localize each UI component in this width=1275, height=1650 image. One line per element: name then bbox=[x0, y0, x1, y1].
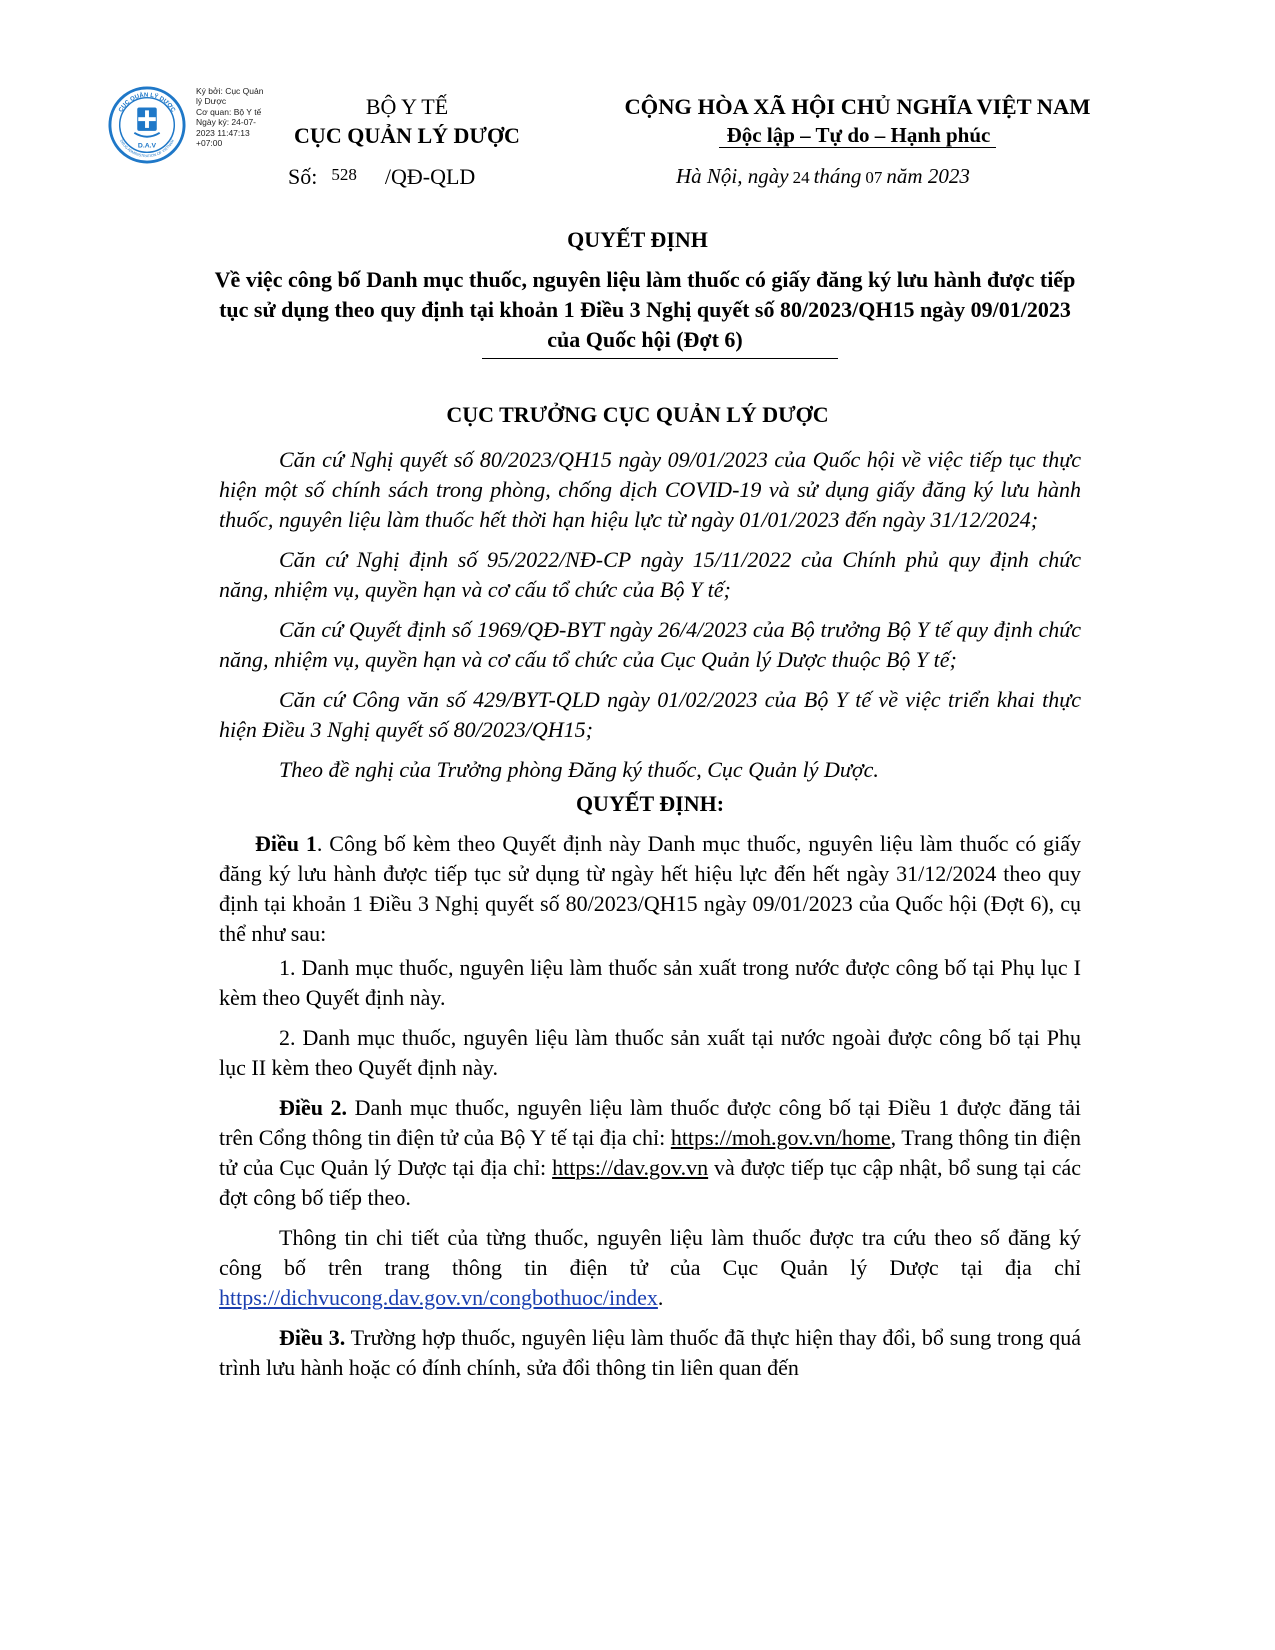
article-1-label: Điều 1 bbox=[255, 831, 317, 856]
article-1-item-1: 1. Danh mục thuốc, nguyên liệu làm thuốc sản xuất trong nước được công bố tại Phụ lục I kèm theo Quyết định này. bbox=[219, 955, 1081, 1010]
signature-line: +07:00 bbox=[196, 138, 223, 149]
document-subject: Về việc công bố Danh mục thuốc, nguyên liệu làm thuốc có giấy đăng ký lưu hành được tiếp tục sử dụng theo quy định tại khoản 1 Điều 3 Nghị quyết số 80/2023/QH15 ngày 09/01/2023 của Quốc hội (Đợt 6) bbox=[214, 267, 1076, 352]
doc-number: 528 bbox=[331, 165, 357, 184]
article-1-item-2: 2. Danh mục thuốc, nguyên liệu làm thuốc sản xuất tại nước ngoài được công bố tại Phụ lục II kèm theo Quyết định này. bbox=[219, 1025, 1081, 1080]
document-number bbox=[288, 164, 475, 190]
signature-line: Cơ quan: Bộ Y tế bbox=[196, 106, 262, 117]
department-name: CỤC QUẢN LÝ DƯỢC bbox=[294, 123, 520, 148]
article-2-label: Điều 2. bbox=[279, 1095, 348, 1120]
national-motto bbox=[585, 123, 1130, 148]
doc-suffix: /QĐ-QLD bbox=[384, 164, 476, 189]
department-seal bbox=[108, 86, 186, 164]
dav-link[interactable]: https://dav.gov.vn bbox=[552, 1155, 709, 1180]
seal-top-text: CỤC QUẢN LÝ DƯỢC bbox=[118, 92, 176, 114]
month-word: tháng bbox=[813, 164, 862, 188]
signature-line: 2023 11:47:13 bbox=[196, 127, 250, 138]
ministry-name: BỘ Y TẾ bbox=[365, 94, 449, 119]
seal-bottom-text: D.A.V bbox=[137, 142, 157, 150]
legal-basis-5: Theo đề nghị của Trưởng phòng Đăng ký thuốc, Cục Quản lý Dược. bbox=[279, 757, 879, 782]
article-2-text-2: , Trang thông tin điện tử của Cục Quản lý Dược tại địa chỉ: bbox=[219, 1125, 1081, 1180]
article-2 bbox=[219, 1093, 1081, 1213]
decide-heading: QUYẾT ĐỊNH: bbox=[575, 791, 725, 816]
date-day: 24 bbox=[792, 168, 810, 187]
doc-prefix: Số: bbox=[288, 164, 318, 189]
article-1-text: . Công bố kèm theo Quyết định này Danh mục thuốc, nguyên liệu làm thuốc có giấy đăng ký lưu hành được tiếp tục sử dụng từ ngày hết hiệu lực đến hết ngày 31/12/2024 theo quy định tại khoản 1 Điều 3 Nghị quyết số 80/2023/QH15 ngày 09/01/2023 của Quốc hội (Đợt 6), cụ thể như sau: bbox=[219, 831, 1081, 946]
moh-link[interactable]: https://moh.gov.vn/home bbox=[670, 1125, 891, 1150]
article-2-text-1: Danh mục thuốc, nguyên liệu làm thuốc được công bố tại Điều 1 được đăng tải trên Cổng thông tin điện tử của Bộ Y tế tại địa chỉ: bbox=[219, 1095, 1082, 1150]
nation-name: CỘNG HÒA XÃ HỘI CHỦ NGHĨA VIỆT NAM bbox=[624, 94, 1091, 119]
signature-line: Ký bởi: Cục Quản bbox=[196, 86, 264, 96]
article-2-text-3: và được tiếp tục cập nhật, bổ sung tại các đợt công bố tiếp theo. bbox=[219, 1155, 1081, 1210]
signature-line: Ngày ký: 24-07- bbox=[196, 117, 256, 128]
authority-heading: CỤC TRƯỞNG CỤC QUẢN LÝ DƯỢC bbox=[446, 402, 829, 427]
lookup-link[interactable]: https://dichvucong.dav.gov.vn/congbothuoc/index bbox=[219, 1285, 658, 1310]
article-3 bbox=[219, 1323, 1081, 1383]
title-divider bbox=[482, 358, 838, 359]
article-1 bbox=[219, 829, 1081, 949]
article-2-para-2-end: . bbox=[657, 1285, 664, 1310]
article-2-paragraph-2 bbox=[219, 1223, 1081, 1313]
signature-line: lý Dược bbox=[196, 96, 227, 107]
article-2-para-2-text: Thông tin chi tiết của từng thuốc, nguyên liệu làm thuốc được tra cứu theo số đăng ký công bố trên trang thông tin điện tử của Cục Quản lý Dược tại địa chỉ bbox=[219, 1225, 1081, 1280]
legal-basis-4: Căn cứ Công văn số 429/BYT-QLD ngày 01/02/2023 của Bộ Y tế về việc triển khai thực hiện Điều 3 Nghị quyết số 80/2023/QH15; bbox=[219, 687, 1081, 742]
place-prefix: Hà Nội, ngày bbox=[676, 164, 789, 188]
date-year: năm 2023 bbox=[886, 164, 970, 188]
motto-text: Độc lập – Tự do – Hạnh phúc bbox=[719, 123, 997, 148]
article-3-label: Điều 3. bbox=[279, 1325, 346, 1350]
date-month: 07 bbox=[865, 168, 883, 187]
article-3-text: Trường hợp thuốc, nguyên liệu làm thuốc đã thực hiện thay đổi, bổ sung trong quá trình lưu hành hoặc có đính chính, sửa đổi thông tin liên quan đến bbox=[219, 1325, 1081, 1380]
legal-basis-2: Căn cứ Nghị định số 95/2022/NĐ-CP ngày 15/11/2022 của Chính phủ quy định chức năng, nhiệm vụ, quyền hạn và cơ cấu tổ chức của Bộ Y tế; bbox=[219, 547, 1081, 602]
document-body bbox=[219, 445, 1081, 1393]
legal-basis-1: Căn cứ Nghị quyết số 80/2023/QH15 ngày 09/01/2023 của Quốc hội về việc tiếp tục thực hiện một số chính sách trong phòng, chống dịch COVID-19 và sử dụng giấy đăng ký lưu hành thuốc, nguyên liệu làm thuốc hết thời hạn hiệu lực từ ngày 01/01/2023 đến ngày 31/12/2024; bbox=[219, 447, 1081, 532]
document-title: QUYẾT ĐỊNH bbox=[567, 227, 708, 252]
place-date bbox=[676, 164, 970, 189]
seal-ring-text: DRUG ADMINISTRATION OF VIETNAM bbox=[119, 139, 175, 159]
legal-basis-3: Căn cứ Quyết định số 1969/QĐ-BYT ngày 26/4/2023 của Bộ trưởng Bộ Y tế quy định chức năng, nhiệm vụ, quyền hạn và cơ cấu tổ chức của Cục Quản lý Dược thuộc Bộ Y tế; bbox=[219, 617, 1081, 672]
